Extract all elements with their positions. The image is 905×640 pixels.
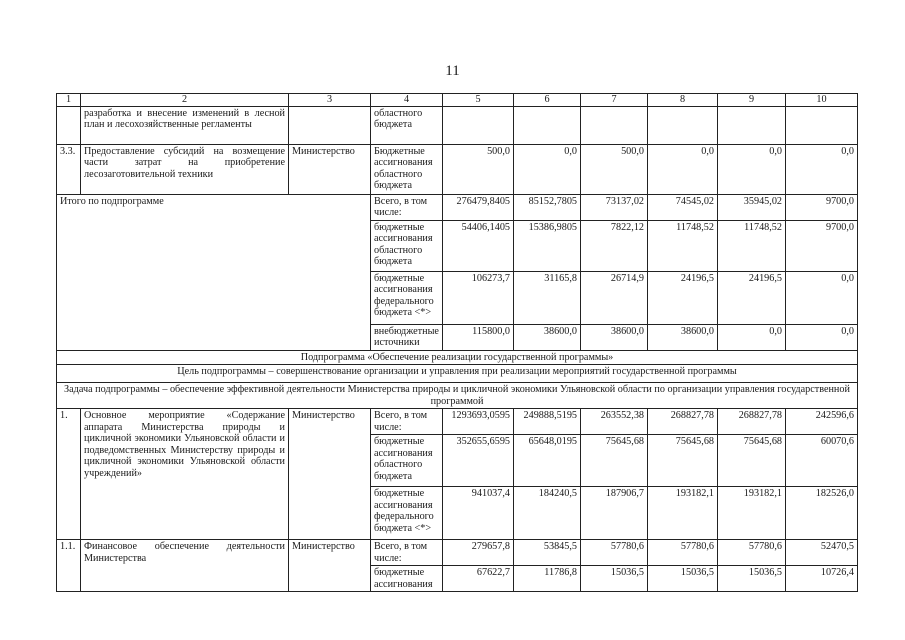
activity-name: Предоставление субсидий на возмещение части затрат на приобретение лесозаготовительной техники <box>81 144 289 194</box>
value-cell: 67622,7 <box>443 566 514 592</box>
value-cell: 0,0 <box>648 144 718 194</box>
value-cell <box>718 106 786 144</box>
value-cell: 1293693,0595 <box>443 409 514 435</box>
value-cell: 52470,5 <box>786 540 858 566</box>
executor <box>289 106 371 144</box>
table-row <box>57 409 858 435</box>
value-cell: 65648,0195 <box>514 435 581 487</box>
column-number: 2 <box>81 94 289 107</box>
row-index: 3.3. <box>57 144 81 194</box>
value-cell: 38600,0 <box>514 324 581 350</box>
value-cell: 11748,52 <box>648 220 718 271</box>
activity-name: Основное мероприятие «Содержание аппарата Министерства природы и цикличной экономики Ульяновской области и подведомственных Министерству природы и цикличной экономики Ульяновской области учреждений» <box>81 409 289 540</box>
value-cell: 249888,5195 <box>514 409 581 435</box>
value-cell: 38600,0 <box>581 324 648 350</box>
value-cell: 53845,5 <box>514 540 581 566</box>
funding-source: бюджетные ассигнования областного бюджета <box>371 435 443 487</box>
value-cell: 38600,0 <box>648 324 718 350</box>
subprogram-total-label: Итого по подпрограмме <box>57 194 371 350</box>
value-cell: 193182,1 <box>648 487 718 540</box>
value-cell: 75645,68 <box>648 435 718 487</box>
row-index: 1.1. <box>57 540 81 592</box>
executor: Министерство <box>289 144 371 194</box>
value-cell: 0,0 <box>786 324 858 350</box>
value-cell: 15036,5 <box>648 566 718 592</box>
funding-source: Всего, в том числе: <box>371 540 443 566</box>
table-row <box>57 350 858 365</box>
value-cell: 75645,68 <box>718 435 786 487</box>
value-cell: 268827,78 <box>718 409 786 435</box>
value-cell: 57780,6 <box>581 540 648 566</box>
value-cell: 11748,52 <box>718 220 786 271</box>
value-cell: 184240,5 <box>514 487 581 540</box>
column-number: 3 <box>289 94 371 107</box>
page-number: 11 <box>445 63 460 79</box>
value-cell: 115800,0 <box>443 324 514 350</box>
value-cell: 15386,9805 <box>514 220 581 271</box>
value-cell: 60070,6 <box>786 435 858 487</box>
funding-source: бюджетные ассигнования федерального бюджета <*> <box>371 271 443 324</box>
subprogram-goal: Цель подпрограммы – совершенствование организации и управления при реализации мероприятий государственной программы <box>57 365 858 383</box>
value-cell: 187906,7 <box>581 487 648 540</box>
column-number-row <box>57 94 858 107</box>
funding-source: бюджетные ассигнования областного бюджета <box>371 220 443 271</box>
value-cell: 85152,7805 <box>514 194 581 220</box>
value-cell: 35945,02 <box>718 194 786 220</box>
value-cell: 75645,68 <box>581 435 648 487</box>
column-number: 6 <box>514 94 581 107</box>
value-cell: 941037,4 <box>443 487 514 540</box>
value-cell: 263552,38 <box>581 409 648 435</box>
executor: Министерство <box>289 540 371 592</box>
table-row <box>57 365 858 383</box>
value-cell: 57780,6 <box>718 540 786 566</box>
funding-source: Бюджетные ассигнования областного бюджета <box>371 144 443 194</box>
value-cell: 10726,4 <box>786 566 858 592</box>
value-cell: 31165,8 <box>514 271 581 324</box>
value-cell: 0,0 <box>718 144 786 194</box>
funding-source: Всего, в том числе: <box>371 409 443 435</box>
column-number: 9 <box>718 94 786 107</box>
funding-source: бюджетные ассигнования федерального бюджета <*> <box>371 487 443 540</box>
value-cell: 24196,5 <box>648 271 718 324</box>
value-cell: 54406,1405 <box>443 220 514 271</box>
value-cell: 73137,02 <box>581 194 648 220</box>
value-cell: 0,0 <box>514 144 581 194</box>
value-cell: 500,0 <box>581 144 648 194</box>
value-cell: 15036,5 <box>581 566 648 592</box>
value-cell: 500,0 <box>443 144 514 194</box>
funding-source: внебюджетные источники <box>371 324 443 350</box>
value-cell: 182526,0 <box>786 487 858 540</box>
column-number: 7 <box>581 94 648 107</box>
table-row <box>57 106 858 144</box>
value-cell: 24196,5 <box>718 271 786 324</box>
value-cell: 276479,8405 <box>443 194 514 220</box>
activity-name: разработка и внесение изменений в лесной план и лесохозяйственные регламенты <box>81 106 289 144</box>
value-cell: 279657,8 <box>443 540 514 566</box>
funding-source: Всего, в том числе: <box>371 194 443 220</box>
value-cell <box>443 106 514 144</box>
value-cell: 9700,0 <box>786 220 858 271</box>
value-cell: 106273,7 <box>443 271 514 324</box>
column-number: 4 <box>371 94 443 107</box>
value-cell: 0,0 <box>786 271 858 324</box>
value-cell <box>514 106 581 144</box>
value-cell: 242596,6 <box>786 409 858 435</box>
program-funding-table <box>56 93 858 592</box>
activity-name: Финансовое обеспечение деятельности Министерства <box>81 540 289 592</box>
value-cell: 15036,5 <box>718 566 786 592</box>
column-number: 1 <box>57 94 81 107</box>
value-cell: 193182,1 <box>718 487 786 540</box>
value-cell: 268827,78 <box>648 409 718 435</box>
value-cell: 11786,8 <box>514 566 581 592</box>
column-number: 8 <box>648 94 718 107</box>
subprogram-task: Задача подпрограммы – обеспечение эффективной деятельности Министерства природы и цикличной экономики Ульяновской области по организации управления государственной программой <box>57 383 858 409</box>
row-index <box>57 106 81 144</box>
table-row <box>57 383 858 409</box>
value-cell <box>581 106 648 144</box>
funding-source: областного бюджета <box>371 106 443 144</box>
row-index: 1. <box>57 409 81 540</box>
value-cell: 0,0 <box>718 324 786 350</box>
value-cell: 74545,02 <box>648 194 718 220</box>
executor: Министерство <box>289 409 371 540</box>
value-cell: 7822,12 <box>581 220 648 271</box>
column-number: 10 <box>786 94 858 107</box>
value-cell: 57780,6 <box>648 540 718 566</box>
value-cell <box>648 106 718 144</box>
value-cell <box>786 106 858 144</box>
funding-source: бюджетные ассигнования <box>371 566 443 592</box>
table-row <box>57 194 858 220</box>
table-row <box>57 144 858 194</box>
value-cell: 26714,9 <box>581 271 648 324</box>
table-row <box>57 540 858 566</box>
value-cell: 0,0 <box>786 144 858 194</box>
value-cell: 9700,0 <box>786 194 858 220</box>
subprogram-heading: Подпрограмма «Обеспечение реализации государственной программы» <box>57 350 858 365</box>
column-number: 5 <box>443 94 514 107</box>
value-cell: 352655,6595 <box>443 435 514 487</box>
